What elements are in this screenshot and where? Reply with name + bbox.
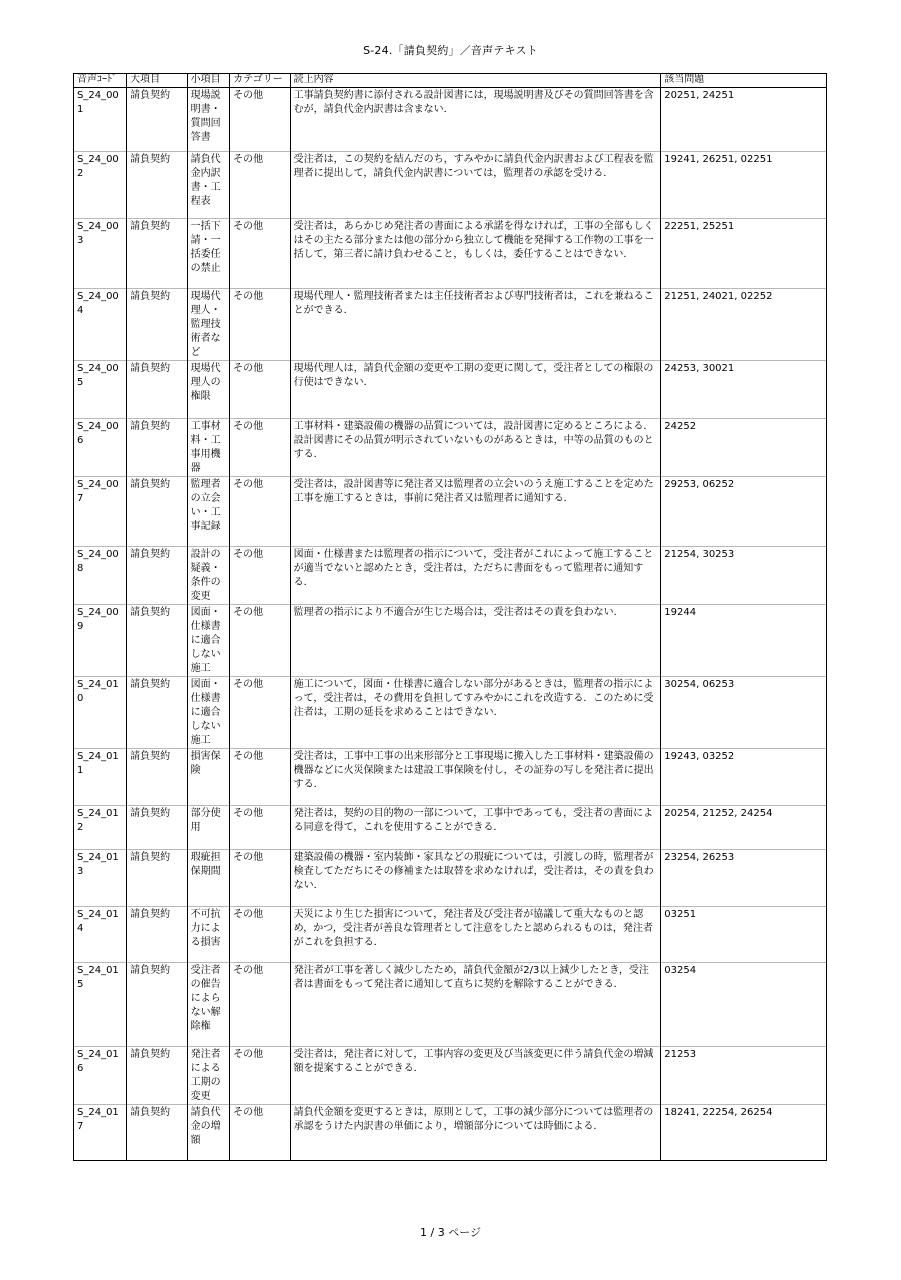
cell-major: 請負契約 — [127, 963, 188, 1047]
voice-text-table — [73, 73, 827, 1161]
cell-questions: 29253, 06252 — [661, 477, 827, 547]
cell-text: 工事材料・建築設備の機器の品質については，設計図書に定めるところによる．設計図書にその品質が明示されていないものがあるときは，中等の品質のものとする． — [290, 419, 661, 477]
cell-major: 請負契約 — [127, 677, 188, 749]
cell-major: 請負契約 — [127, 152, 188, 219]
cell-text: 現場代理人・監理技術者または主任技術者および専門技術者は，これを兼ねることができる． — [290, 289, 661, 361]
cell-questions: 23254, 26253 — [661, 850, 827, 907]
cell-text: 受注者は，工事中工事の出来形部分と工事現場に搬入した工事材料・建築設備の機器などに火災保険または建設工事保険を付し，その証券の写しを発注者に提出する． — [290, 749, 661, 806]
table-row — [74, 419, 827, 477]
cell-code: S_24_007 — [74, 477, 127, 547]
cell-questions: 20251, 24251 — [661, 88, 827, 152]
cell-questions: 21254, 30253 — [661, 547, 827, 605]
cell-major: 請負契約 — [127, 219, 188, 289]
cell-text: 図面・仕様書または監理者の指示について，受注者がこれによって施工することが適当でないと認めたとき，受注者は，ただちに書面をもって監理者に通知する． — [290, 547, 661, 605]
cell-minor: 瑕疵担保期間 — [187, 850, 229, 907]
cell-minor: 部分使用 — [187, 806, 229, 850]
cell-code: S_24_013 — [74, 850, 127, 907]
cell-text: 受注者は，設計図書等に発注者又は監理者の立会いのうえ施工することを定めた工事を施工するときは，事前に発注者又は監理者に通知する． — [290, 477, 661, 547]
header-text: 読上内容 — [290, 74, 661, 88]
cell-questions: 19244 — [661, 605, 827, 677]
cell-major: 請負契約 — [127, 1105, 188, 1161]
cell-category: その他 — [230, 477, 291, 547]
cell-category: その他 — [230, 289, 291, 361]
table-row — [74, 88, 827, 152]
cell-code: S_24_001 — [74, 88, 127, 152]
cell-code: S_24_011 — [74, 749, 127, 806]
table-row — [74, 361, 827, 419]
cell-text: 発注者は，契約の目的物の一部について，工事中であっても，受注者の書面による同意を得て，これを使用することができる． — [290, 806, 661, 850]
cell-code: S_24_016 — [74, 1047, 127, 1105]
cell-minor: 発注者による工期の変更 — [187, 1047, 229, 1105]
table-row — [74, 963, 827, 1047]
cell-category: その他 — [230, 361, 291, 419]
cell-text: 請負代金額を変更するときは，原則として，工事の減少部分については監理者の承認をうけた内訳書の単価により，増額部分については時価による． — [290, 1105, 661, 1161]
table-header-row — [74, 74, 827, 88]
cell-category: その他 — [230, 963, 291, 1047]
cell-major: 請負契約 — [127, 419, 188, 477]
cell-major: 請負契約 — [127, 88, 188, 152]
page-number: 1 / 3 ページ — [420, 1226, 481, 1239]
cell-questions: 24253, 30021 — [661, 361, 827, 419]
cell-major: 請負契約 — [127, 605, 188, 677]
cell-questions: 21253 — [661, 1047, 827, 1105]
cell-code: S_24_006 — [74, 419, 127, 477]
cell-code: S_24_002 — [74, 152, 127, 219]
cell-major: 請負契約 — [127, 547, 188, 605]
cell-minor: 不可抗力による損害 — [187, 907, 229, 963]
cell-code: S_24_005 — [74, 361, 127, 419]
table-row — [74, 219, 827, 289]
cell-text: 現場代理人は，請負代金額の変更や工期の変更に関して，受注者としての権限の行使はできない． — [290, 361, 661, 419]
cell-minor: 受注者の催告によらない解除権 — [187, 963, 229, 1047]
cell-code: S_24_012 — [74, 806, 127, 850]
cell-text: 建築設備の機器・室内装飾・家具などの瑕疵については，引渡しの時，監理者が検査してただちにその修補または取替を求めなければ，受注者は，その責を負わない． — [290, 850, 661, 907]
cell-text: 発注者が工事を著しく減少したため，請負代金額が2/3以上減少したとき，受注者は書面をもって発注者に通知して直ちに契約を解除することができる． — [290, 963, 661, 1047]
cell-text: 施工について，図面・仕様書に適合しない部分があるときは，監理者の指示によって，受注者は，その費用を負担してすみやかにこれを改造する．このために受注者は，工期の延長を求めることはできない． — [290, 677, 661, 749]
cell-text: 天災により生じた損害について，発注者及び受注者が協議して重大なものと認め，かつ，受注者が善良な管理者として注意をしたと認められるものは，発注者がこれを負担する． — [290, 907, 661, 963]
cell-major: 請負契約 — [127, 907, 188, 963]
cell-major: 請負契約 — [127, 361, 188, 419]
cell-minor: 監理者の立会い・工事記録 — [187, 477, 229, 547]
cell-category: その他 — [230, 677, 291, 749]
table-row — [74, 806, 827, 850]
header-minor: 小項目 — [187, 74, 229, 88]
cell-minor: 図面・仕様書に適合しない施工 — [187, 677, 229, 749]
cell-code: S_24_017 — [74, 1105, 127, 1161]
cell-minor: 設計の疑義・条件の変更 — [187, 547, 229, 605]
cell-text: 受注者は，発注者に対して，工事内容の変更及び当該変更に伴う請負代金の増減額を提案することができる． — [290, 1047, 661, 1105]
cell-minor: 現場説明書・質問回答書 — [187, 88, 229, 152]
table-row — [74, 547, 827, 605]
cell-category: その他 — [230, 419, 291, 477]
table-row — [74, 152, 827, 219]
header-questions: 該当問題 — [661, 74, 827, 88]
cell-major: 請負契約 — [127, 850, 188, 907]
cell-code: S_24_004 — [74, 289, 127, 361]
table-row — [74, 289, 827, 361]
cell-questions: 24252 — [661, 419, 827, 477]
cell-major: 請負契約 — [127, 289, 188, 361]
cell-category: その他 — [230, 1047, 291, 1105]
table-row — [74, 907, 827, 963]
cell-category: その他 — [230, 88, 291, 152]
cell-code: S_24_015 — [74, 963, 127, 1047]
cell-category: その他 — [230, 152, 291, 219]
cell-questions: 19241, 26251, 02251 — [661, 152, 827, 219]
cell-text: 受注者は，あらかじめ発注者の書面による承諾を得なければ，工事の全部もしくはその主たる部分または他の部分から独立して機能を発揮する工作物の工事を一括して，第三者に請け負わせること，もしくは，委任することはできない． — [290, 219, 661, 289]
table-row — [74, 605, 827, 677]
cell-text: 受注者は，この契約を結んだのち，すみやかに請負代金内訳書および工程表を監理者に提出して，請負代金内訳書については，監理者の承認を受ける． — [290, 152, 661, 219]
cell-questions: 21251, 24021, 02252 — [661, 289, 827, 361]
table-row — [74, 749, 827, 806]
document-title: S-24.「請負契約」／音声テキスト — [363, 44, 538, 57]
cell-category: その他 — [230, 605, 291, 677]
cell-category: その他 — [230, 219, 291, 289]
cell-minor: 請負代金内訳書・工程表 — [187, 152, 229, 219]
table-row — [74, 1105, 827, 1161]
cell-minor: 現場代理人・監理技術者など — [187, 289, 229, 361]
cell-questions: 03251 — [661, 907, 827, 963]
cell-minor: 図面・仕様書に適合しない施工 — [187, 605, 229, 677]
cell-questions: 18241, 22254, 26254 — [661, 1105, 827, 1161]
cell-text: 監理者の指示により不適合が生じた場合は，受注者はその責を負わない． — [290, 605, 661, 677]
header-code: 音声ｺｰﾄﾞ — [74, 74, 127, 88]
cell-code: S_24_008 — [74, 547, 127, 605]
table-row — [74, 677, 827, 749]
cell-minor: 工事材料・工事用機器 — [187, 419, 229, 477]
cell-minor: 現場代理人の権限 — [187, 361, 229, 419]
cell-minor: 請負代金の増額 — [187, 1105, 229, 1161]
cell-code: S_24_009 — [74, 605, 127, 677]
cell-category: その他 — [230, 749, 291, 806]
cell-questions: 20254, 21252, 24254 — [661, 806, 827, 850]
cell-questions: 30254, 06253 — [661, 677, 827, 749]
cell-code: S_24_014 — [74, 907, 127, 963]
cell-category: その他 — [230, 1105, 291, 1161]
cell-category: その他 — [230, 907, 291, 963]
cell-major: 請負契約 — [127, 806, 188, 850]
cell-code: S_24_003 — [74, 219, 127, 289]
cell-text: 工事請負契約書に添付される設計図書には，現場説明書及びその質問回答書を含むが，請負代金内訳書は含まない． — [290, 88, 661, 152]
table-row — [74, 850, 827, 907]
cell-category: その他 — [230, 850, 291, 907]
cell-questions: 19243, 03252 — [661, 749, 827, 806]
cell-major: 請負契約 — [127, 1047, 188, 1105]
cell-questions: 22251, 25251 — [661, 219, 827, 289]
cell-category: その他 — [230, 547, 291, 605]
cell-questions: 03254 — [661, 963, 827, 1047]
cell-minor: 一括下請・一括委任の禁止 — [187, 219, 229, 289]
cell-major: 請負契約 — [127, 477, 188, 547]
cell-code: S_24_010 — [74, 677, 127, 749]
table-row — [74, 1047, 827, 1105]
cell-major: 請負契約 — [127, 749, 188, 806]
cell-category: その他 — [230, 806, 291, 850]
table-row — [74, 477, 827, 547]
cell-minor: 損害保険 — [187, 749, 229, 806]
header-category: カテゴリー — [230, 74, 291, 88]
header-major: 大項目 — [127, 74, 188, 88]
